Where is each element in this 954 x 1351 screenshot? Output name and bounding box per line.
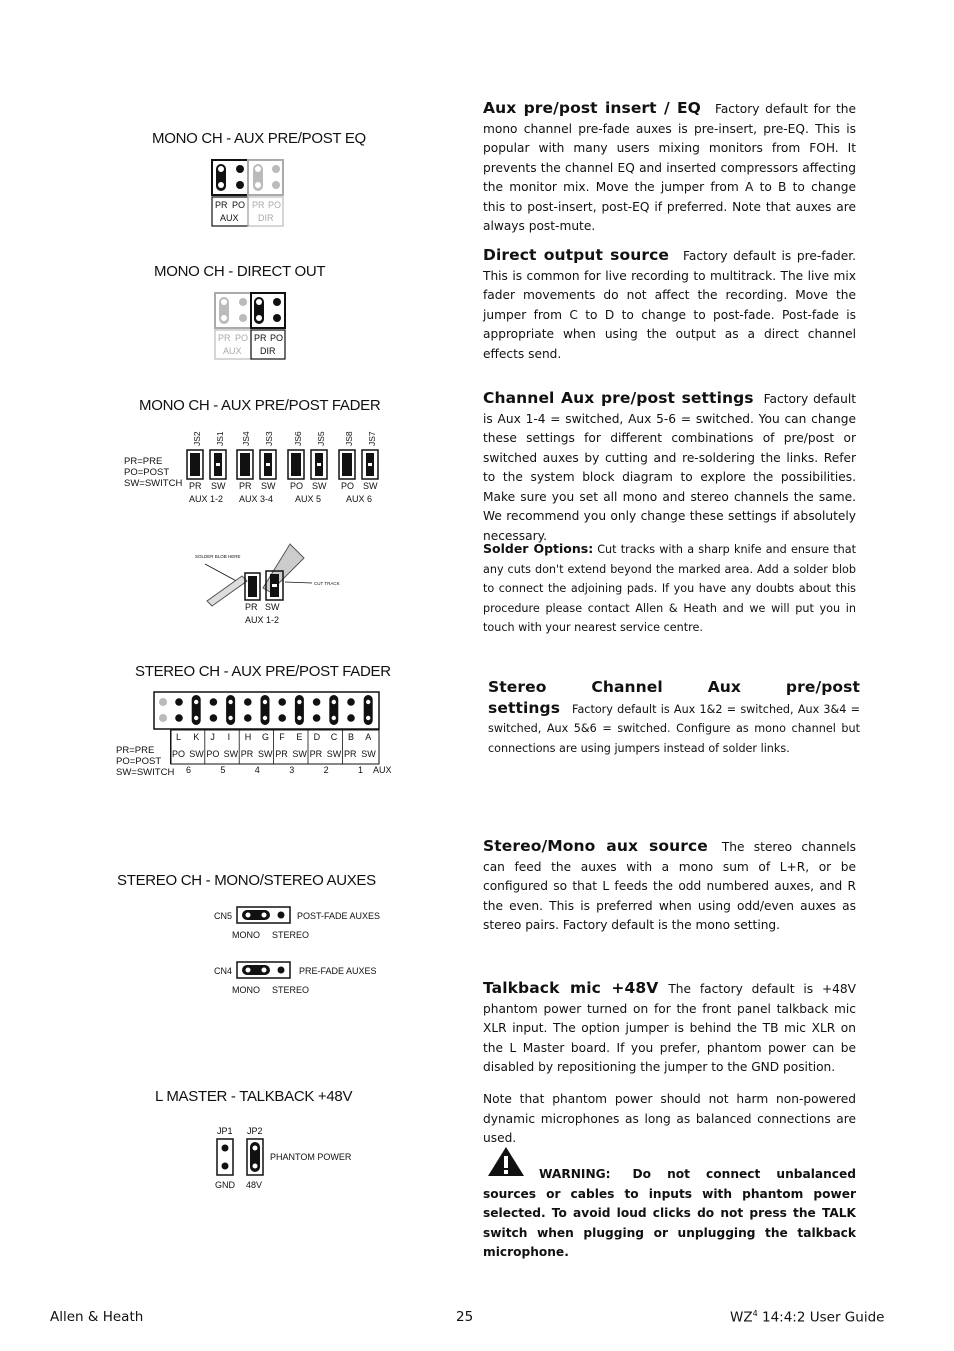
direct-po-a: PO (235, 333, 249, 343)
jp2-label: JP2 (247, 1126, 263, 1136)
diagram-title-stereo-fader: STEREO CH - AUX PRE/POST FADER (135, 663, 391, 680)
direct-pr-b: PR (254, 333, 267, 343)
solder-pr: PR (245, 602, 258, 612)
section-phantom-note (483, 1090, 856, 1149)
stereo-legend-switch: SW=SWITCH (116, 767, 175, 778)
diagram-title-direct-out: MONO CH - DIRECT OUT (154, 263, 326, 280)
g4-aux: AUX 6 (346, 494, 373, 504)
stereo-letter: G (262, 732, 270, 742)
stereo-letter: D (313, 732, 321, 742)
section-body: Note that phantom power should not harm non-powered dynamic microphones as long as balanced connections are used. (483, 1092, 856, 1145)
stereo-pin (210, 698, 218, 706)
stereo-jumper-cap (295, 695, 304, 725)
cn5-desc: POST-FADE AUXES (297, 911, 381, 921)
stereo-position: SW (361, 749, 376, 759)
js6-label: JS6 (293, 431, 303, 446)
stereo-legend-pre: PR=PRE (116, 745, 155, 756)
section-body: Factory default is Aux 1-4 = switched, Aux 5-6 = switched. You can change these settings for different combinations of pre/post or switched auxes by cutting and re-soldering the links. Refer to the system block diagram to explore the possibilities. Make sure you set all mono and stereo channels the same. We recommend you only change these settings if absolutely necessary. (483, 392, 856, 543)
aux-eq-jumper-diagram (205, 155, 295, 233)
g1-aux: AUX 1-2 (189, 494, 224, 504)
section-body: The stereo channels can feed the auxes with a mono sum of L+R, or be configured so that L feeds the odd numbered auxes, and R the even. This is preferred when using odd/even auxes as stereo pairs. Factory default is the mono setting. (483, 840, 856, 932)
diagram-title-aux-eq: MONO CH - AUX PRE/POST EQ (152, 130, 366, 147)
section-body: Factory default is pre-fader. This is common for live recording to multitrack. The live mix fader movements do not affect the recording. Move the jumper from C to D to change to post-fade. Post-fade is appropriate when using the output as a direct channel effects send. (483, 249, 856, 361)
footer-guide-title (730, 1309, 884, 1326)
stereo-pin (313, 714, 321, 722)
stereo-pin (175, 714, 183, 722)
section-heading: Aux pre/post insert / EQ (483, 99, 701, 117)
direct-out-jumper-diagram (208, 288, 298, 364)
stereo-letter: C (330, 732, 338, 742)
js5-label: JS5 (316, 431, 326, 446)
section-body: The factory default is +48V phantom power turned on for the front panel talkback mic XLR input. The option jumper is behind the TB mic XLR on the L Master board. If you prefer, phantom power can be disabled by repositioning the jumper to the GND position. (483, 982, 857, 1074)
stereo-pin (278, 714, 286, 722)
48v-label: 48V (246, 1180, 263, 1190)
stereo-pin-hole (194, 700, 198, 704)
stereo-pin (313, 698, 321, 706)
stereo-position: SW (189, 749, 204, 759)
stereo-pin-hole (332, 716, 336, 720)
cn4-stereo: STEREO (272, 985, 310, 995)
stereo-aux-number: 3 (289, 765, 295, 775)
stereo-legend-post: PO=POST (116, 756, 162, 767)
g1-b: SW (211, 481, 226, 491)
cut-track-label: CUT TRACK (314, 581, 340, 586)
g2-b: SW (261, 481, 276, 491)
js8-label: JS8 (344, 431, 354, 446)
js3-label: JS3 (264, 431, 274, 446)
cn5-mono: MONO (232, 930, 260, 940)
stereo-position: PO (172, 749, 186, 759)
direct-dir: DIR (260, 346, 276, 356)
legend-switch: SW=SWITCH (124, 478, 183, 489)
talkback-jumper-diagram (210, 1120, 360, 1195)
stereo-pin (175, 698, 183, 706)
section-body: Factory default is Aux 1&2 = switched, Aux 3&4 = switched, Aux 5&6 = switched. Configure as mono channel but connections are using jumpers instead of solder links. (488, 702, 860, 755)
aux-eq-po-b: PO (268, 200, 282, 210)
g3-aux: AUX 5 (295, 494, 322, 504)
g4-b: SW (363, 481, 378, 491)
stereo-pin-hole (228, 700, 232, 704)
stereo-jumper-cap (226, 695, 235, 725)
stereo-position: PO (206, 749, 220, 759)
stereo-pin (278, 698, 286, 706)
js1-label: JS1 (215, 431, 225, 446)
cn5-stereo: STEREO (272, 930, 310, 940)
stereo-pin-hole (366, 716, 370, 720)
stereo-jumper-cap (192, 695, 201, 725)
stereo-aux-number: 1 (358, 765, 364, 775)
stereo-pin-hole (366, 700, 370, 704)
legend-pre: PR=PRE (124, 456, 163, 467)
section-heading: Channel Aux pre/post settings (483, 389, 754, 407)
solder-aux: AUX 1-2 (245, 615, 280, 625)
stereo-jumper-cap (364, 695, 373, 725)
stereo-pin (347, 698, 355, 706)
stereo-letter: H (244, 732, 252, 742)
cn5-label: CN5 (214, 911, 233, 921)
aux-eq-pr-b: PR (252, 200, 265, 210)
g3-a: PO (290, 481, 304, 491)
direct-pr-a: PR (218, 333, 231, 343)
stereo-pin-hole (194, 716, 198, 720)
stereo-letter: L (176, 732, 182, 742)
g2-aux: AUX 3-4 (239, 494, 274, 504)
section-channel-aux-settings (483, 389, 856, 546)
section-body: Factory default for the mono channel pre-fade auxes is pre-insert, pre-EQ. This is popular with many users mixing monitors from FOH. It prevents the channel EQ and inserted compressors affecting the monitor mix. Move the jumper from A to B to change this to post-insert, post-EQ if preferred. Note that auxes are always post-mute. (483, 102, 857, 233)
section-heading: Stereo Channel Aux pre/post settings (488, 678, 860, 717)
stereo-jumper-cap (329, 695, 338, 725)
stereo-letter: F (279, 732, 285, 742)
stereo-pin-hole (228, 716, 232, 720)
cn4-label: CN4 (214, 966, 233, 976)
g1-a: PR (189, 481, 202, 491)
section-heading: Solder Options: (483, 541, 594, 556)
section-heading: Talkback mic +48V (483, 979, 659, 997)
aux-eq-aux: AUX (220, 213, 239, 223)
stereo-pin (244, 714, 252, 722)
section-heading: Direct output source (483, 246, 669, 264)
stereo-letter: E (296, 732, 303, 742)
stereo-aux-number: 6 (186, 765, 192, 775)
warning-body: Do not connect unbalanced sources or cables to inputs with phantom power selected. To avoid loud clicks do not press the TALK switch when plugging or unplugging the talkback microphone. (483, 1167, 856, 1259)
stereo-position: SW (292, 749, 307, 759)
stereo-letter: B (348, 732, 355, 742)
section-solder-options (483, 539, 856, 638)
section-direct-output (483, 246, 856, 364)
stereo-letter: J (210, 732, 215, 742)
gnd-label: GND (215, 1180, 235, 1190)
section-warning (483, 1165, 856, 1263)
footer-page-number: 25 (456, 1309, 474, 1325)
solder-option-illustration (190, 540, 350, 630)
stereo-position: SW (223, 749, 239, 759)
stereo-position: PR (240, 749, 254, 759)
stereo-fader-jumper-diagram (113, 690, 403, 782)
js4-label: JS4 (241, 431, 251, 446)
legend-post: PO=POST (124, 467, 170, 478)
stereo-pin-hole (263, 700, 267, 704)
aux-eq-po: PO (232, 200, 246, 210)
stereo-pin (244, 698, 252, 706)
stereo-position: PR (344, 749, 357, 759)
js2-label: JS2 (192, 431, 202, 446)
stereo-position: PR (275, 749, 288, 759)
footer-guide-suffix: 14:4:2 User Guide (757, 1309, 885, 1326)
section-aux-pre-post-insert (483, 99, 856, 237)
jp1-label: JP1 (217, 1126, 233, 1136)
stereo-jumper-cap (261, 695, 270, 725)
stereo-pin (210, 714, 218, 722)
aux-eq-dir: DIR (258, 213, 274, 223)
direct-aux: AUX (223, 346, 242, 356)
g4-a: PO (341, 481, 355, 491)
diagram-title-aux-fader: MONO CH - AUX PRE/POST FADER (139, 397, 381, 414)
cn4-desc: PRE-FADE AUXES (299, 966, 377, 976)
section-stereo-channel-aux (488, 678, 860, 758)
stereo-aux-number: 5 (220, 765, 226, 775)
diagram-title-mono-stereo: STEREO CH - MONO/STEREO AUXES (117, 872, 376, 889)
cn4-mono: MONO (232, 985, 260, 995)
stereo-pin-hole (332, 700, 336, 704)
stereo-letter: I (227, 732, 231, 742)
diagram-title-talkback: L MASTER - TALKBACK +48V (155, 1088, 353, 1105)
g2-a: PR (239, 481, 252, 491)
stereo-pin (347, 714, 355, 722)
warning-heading: WARNING: (539, 1167, 611, 1181)
section-body: Cut tracks with a sharp knife and ensure that any cuts don't extend beyond the marked area. Add a solder blob to connect the adjoining pads. If you have any doubts about this procedure please contact Allen & Heath and we will put you in touch with your nearest service centre. (483, 543, 857, 634)
stereo-pin-hole (297, 700, 301, 704)
mono-stereo-jumper-diagram (210, 903, 390, 1003)
stereo-position: PR (309, 749, 323, 759)
stereo-position: SW (258, 749, 273, 759)
js7-label: JS7 (367, 431, 377, 446)
stereo-pin-hole (263, 716, 267, 720)
solder-blob-label: SOLDER BLOB HERE (195, 554, 241, 559)
section-stereo-mono-source (483, 837, 856, 936)
stereo-letter: K (193, 732, 200, 742)
solder-sw: SW (265, 602, 280, 612)
stereo-aux-number: 2 (323, 765, 329, 775)
footer-guide-sup: 4 (752, 1309, 758, 1318)
section-talkback-mic (483, 979, 856, 1078)
g3-b: SW (312, 481, 327, 491)
aux-eq-pr: PR (215, 200, 228, 210)
footer-guide-prefix: WZ (730, 1309, 753, 1326)
footer-publisher: Allen & Heath (50, 1309, 144, 1325)
phantom-power-label: PHANTOM POWER (270, 1152, 352, 1162)
stereo-pin-hole (297, 716, 301, 720)
section-heading: Stereo/Mono aux source (483, 837, 708, 855)
stereo-position: SW (326, 749, 342, 759)
aux-fader-jumper-diagram (120, 425, 390, 510)
stereo-letter: A (365, 732, 372, 742)
stereo-aux-number: 4 (254, 765, 260, 775)
direct-po-b: PO (270, 333, 284, 343)
stereo-aux-label: AUX (373, 765, 392, 775)
